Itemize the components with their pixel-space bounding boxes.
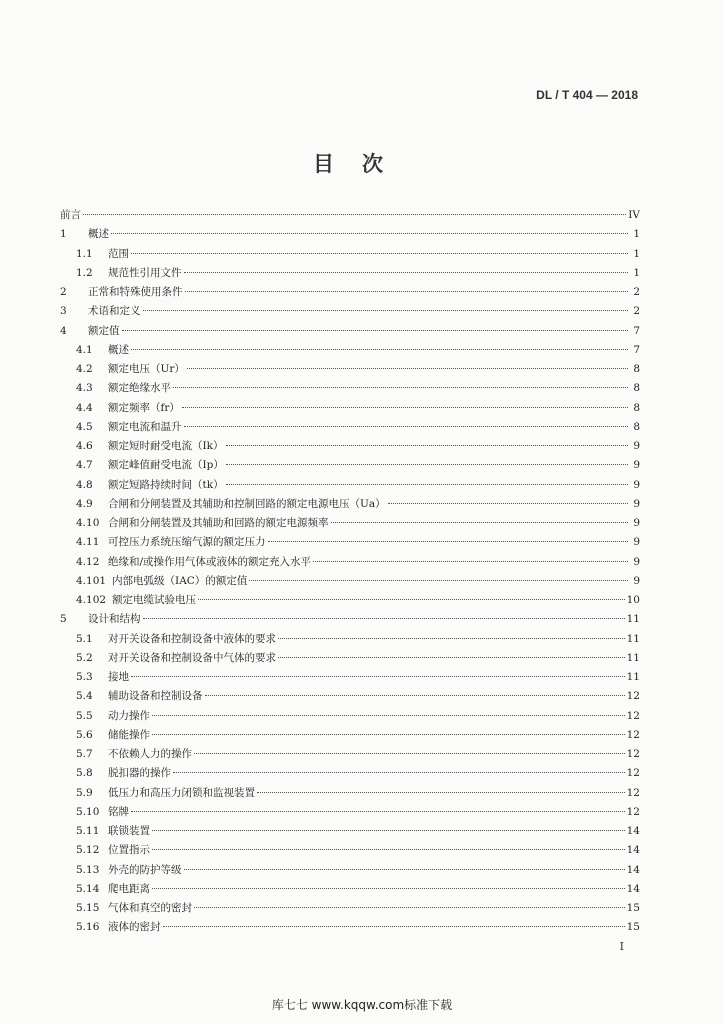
toc-leader-dots [268, 541, 629, 542]
toc-entry-page: IV [628, 209, 640, 221]
toc-entry-number: 4.9 [76, 497, 93, 510]
toc-leader-dots [163, 926, 625, 927]
toc-leader-dots [173, 387, 628, 388]
toc-entry-label: 联锁装置 [108, 825, 150, 837]
toc-entry-number: 4.6 [76, 440, 93, 452]
toc-entry[interactable] [60, 630, 640, 649]
toc-entry-page: 11 [626, 671, 640, 683]
toc-entry-number: 2 [60, 286, 67, 298]
toc-entry[interactable] [60, 649, 640, 668]
toc-leader-dots [194, 753, 625, 754]
toc-entry-number: 4.10 [76, 517, 100, 529]
toc-leader-dots [131, 811, 625, 812]
toc-entry-label: 不依赖人力的操作 [108, 748, 192, 760]
toc-leader-dots [152, 830, 625, 831]
toc-entry-number: 1.1 [76, 247, 93, 260]
toc-entry[interactable] [60, 553, 640, 572]
toc-entry[interactable] [60, 861, 640, 880]
toc-entry-number: 5.15 [76, 902, 100, 914]
toc-leader-dots [184, 869, 625, 870]
toc-leader-dots [152, 715, 625, 716]
toc-entry[interactable] [60, 707, 640, 726]
toc-entry-number: 5.1 [76, 632, 93, 645]
toc-entry-number: 5.7 [76, 748, 93, 760]
toc-entry-label: 额定短路持续时间（tk） [108, 478, 224, 491]
toc-entry[interactable] [60, 687, 640, 706]
toc-entry-number: 4.102 [76, 594, 107, 606]
toc-entry-label: 正常和特殊使用条件 [88, 286, 183, 298]
toc-entry-label: 前言 [60, 209, 81, 221]
toc-leader-dots [131, 253, 628, 254]
toc-entry-label: 接地 [108, 671, 129, 683]
toc-leader-dots [205, 695, 625, 696]
toc-entry[interactable] [60, 880, 640, 899]
toc-entry[interactable] [60, 822, 640, 841]
toc-entry-page: 9 [633, 574, 640, 587]
toc-entry-label: 外壳的防护等级 [108, 863, 182, 876]
table-of-contents [60, 206, 640, 938]
toc-entry-page: 8 [633, 382, 640, 395]
toc-entry-label: 可控压力系统压缩气源的额定压力 [108, 536, 266, 549]
toc-entry-label: 范围 [108, 247, 129, 260]
toc-entry-number: 5.4 [76, 690, 93, 703]
footer-watermark: 库七七 www.kqqw.com标准下载 [271, 998, 453, 1012]
toc-entry-page: 12 [626, 709, 640, 722]
toc-entry-label: 额定电流和温升 [108, 420, 182, 433]
toc-entry[interactable] [60, 283, 640, 302]
toc-entry-page: 12 [626, 748, 640, 760]
toc-entry-number: 5.9 [76, 786, 93, 799]
toc-entry-number: 4.101 [76, 574, 107, 587]
toc-entry[interactable] [60, 668, 640, 687]
toc-entry-label: 爬电距离 [108, 882, 150, 895]
toc-entry-page: 8 [633, 401, 640, 414]
toc-entry-number: 5.12 [76, 844, 100, 857]
toc-entry-page: 7 [633, 343, 640, 356]
toc-entry-number: 4.11 [76, 536, 100, 549]
toc-entry-page: 8 [633, 363, 640, 375]
toc-leader-dots [278, 638, 625, 639]
toc-entry-label: 额定短时耐受电流（Ik） [108, 440, 224, 452]
toc-entry-label: 额定峰值耐受电流（Ip） [108, 459, 224, 472]
toc-entry[interactable] [60, 591, 640, 610]
toc-entry-page: 15 [626, 902, 640, 914]
toc-entry-page: 9 [633, 459, 640, 472]
toc-entry[interactable] [60, 418, 640, 437]
toc-leader-dots [278, 657, 625, 658]
toc-entry-label: 额定电缆试验电压 [112, 594, 197, 606]
document-code: DL / T 404 — 2018 [536, 88, 638, 102]
toc-entry[interactable] [60, 302, 640, 321]
toc-leader-dots [257, 792, 625, 793]
toc-entry-label: 合闸和分闸装置及其辅助和回路的额定电源频率 [108, 517, 329, 529]
toc-entry-label: 铭牌 [108, 805, 129, 818]
toc-leader-dots [226, 445, 628, 446]
toc-entry-number: 4.4 [76, 401, 93, 414]
toc-entry[interactable] [60, 399, 640, 418]
toc-entry[interactable] [60, 264, 640, 283]
toc-entry-number: 4.5 [76, 420, 93, 433]
toc-entry-page: 12 [626, 690, 640, 703]
toc-entry-label: 概述 [108, 343, 129, 356]
toc-entry-page: 12 [626, 805, 640, 818]
toc-entry-page: 9 [633, 497, 640, 510]
toc-entry-number: 5.11 [76, 825, 100, 837]
toc-entry-number: 5.14 [76, 882, 100, 895]
toc-entry-page: 11 [626, 632, 640, 645]
toc-leader-dots [152, 888, 625, 889]
toc-entry-label: 合闸和分闸装置及其辅助和控制回路的额定电源电压（Ua） [108, 497, 386, 510]
toc-leader-dots [111, 233, 628, 234]
toc-entry[interactable] [60, 225, 640, 244]
toc-entry[interactable] [60, 437, 640, 456]
toc-entry-number: 4.8 [76, 478, 93, 491]
toc-leader-dots [184, 426, 629, 427]
toc-entry-page: 9 [633, 536, 640, 549]
toc-entry[interactable] [60, 206, 640, 225]
toc-entry[interactable] [60, 360, 640, 379]
toc-entry-page: 11 [626, 613, 640, 626]
toc-leader-dots [131, 349, 628, 350]
toc-entry-page: 12 [626, 767, 640, 780]
toc-entry-label: 对开关设备和控制设备中气体的要求 [108, 651, 276, 664]
toc-entry-label: 储能操作 [108, 728, 150, 741]
toc-entry-number: 4.7 [76, 459, 93, 472]
toc-entry[interactable] [60, 899, 640, 918]
toc-entry-number: 5.16 [76, 921, 100, 934]
toc-entry-page: 12 [626, 786, 640, 799]
toc-entry-number: 4.1 [76, 343, 93, 356]
toc-entry[interactable] [60, 245, 640, 264]
toc-entry-number: 5.2 [76, 651, 93, 664]
toc-entry[interactable] [60, 918, 640, 937]
toc-leader-dots [182, 407, 628, 408]
toc-entry[interactable] [60, 476, 640, 495]
toc-entry-label: 低压力和高压力闭锁和监视装置 [108, 786, 255, 799]
toc-entry-number: 3 [60, 305, 67, 318]
toc-entry-page: 14 [626, 825, 640, 837]
toc-entry-label: 位置指示 [108, 844, 150, 857]
toc-entry-number: 5 [60, 613, 67, 626]
toc-entry-page: 1 [633, 266, 640, 279]
toc-entry[interactable] [60, 803, 640, 822]
toc-entry[interactable] [60, 495, 640, 514]
toc-leader-dots [122, 330, 629, 331]
toc-entry-label: 动力操作 [108, 709, 150, 722]
toc-entry-page: 1 [633, 247, 640, 260]
toc-entry-number: 5.3 [76, 671, 93, 683]
toc-entry-label: 设计和结构 [88, 613, 141, 626]
toc-entry-page: 2 [633, 305, 640, 318]
toc-entry-number: 4.3 [76, 382, 93, 395]
toc-entry-page: 8 [633, 420, 640, 433]
toc-entry-page: 12 [626, 728, 640, 741]
toc-title: 目次 [313, 151, 411, 176]
toc-leader-dots [152, 849, 625, 850]
toc-entry[interactable] [60, 764, 640, 783]
toc-entry[interactable] [60, 514, 640, 533]
toc-entry-page: 9 [633, 440, 640, 452]
toc-entry[interactable] [60, 610, 640, 629]
toc-entry-label: 内部电弧级（IAC）的额定值 [112, 574, 248, 587]
toc-entry-number: 5.6 [76, 728, 93, 741]
toc-leader-dots [143, 618, 625, 619]
toc-entry[interactable] [60, 745, 640, 764]
toc-leader-dots [226, 484, 628, 485]
toc-entry-number: 5.10 [76, 805, 100, 818]
toc-leader-dots [143, 310, 629, 311]
toc-entry[interactable] [60, 533, 640, 552]
toc-entry[interactable] [60, 379, 640, 398]
toc-leader-dots [152, 734, 625, 735]
toc-entry-page: 2 [633, 286, 640, 298]
toc-entry-number: 4.12 [76, 555, 100, 568]
toc-entry-number: 1.2 [76, 266, 93, 279]
toc-entry-page: 10 [626, 594, 640, 606]
toc-entry[interactable] [60, 784, 640, 803]
toc-leader-dots [226, 464, 628, 465]
toc-entry[interactable] [60, 456, 640, 475]
toc-entry-label: 对开关设备和控制设备中液体的要求 [108, 632, 276, 645]
toc-entry-number: 5.8 [76, 767, 93, 780]
toc-entry-page: 11 [626, 651, 640, 664]
toc-entry-label: 辅助设备和控制设备 [108, 690, 203, 703]
toc-leader-dots [198, 599, 625, 600]
toc-entry-label: 额定频率（fr） [108, 401, 180, 414]
toc-entry-page: 14 [626, 863, 640, 876]
toc-entry-label: 概述 [88, 228, 109, 241]
toc-entry-label: 额定电压（Ur） [108, 363, 185, 375]
toc-entry-label: 液体的密封 [108, 921, 161, 934]
toc-entry-number: 1 [60, 228, 67, 241]
toc-entry-label: 绝缘和/或操作用气体或液体的额定充入水平 [108, 555, 312, 568]
toc-entry-number: 5.13 [76, 863, 100, 876]
toc-entry[interactable] [60, 322, 640, 341]
toc-entry-page: 14 [626, 882, 640, 895]
toc-leader-dots [131, 676, 625, 677]
toc-entry-label: 脱扣器的操作 [108, 767, 171, 780]
toc-leader-dots [331, 522, 629, 523]
page-number: I [619, 940, 624, 953]
toc-leader-dots [185, 291, 629, 292]
toc-leader-dots [194, 907, 625, 908]
toc-entry[interactable] [60, 726, 640, 745]
toc-entry-page: 9 [633, 517, 640, 529]
toc-entry[interactable] [60, 572, 640, 591]
toc-entry-label: 额定绝缘水平 [108, 382, 171, 395]
toc-entry-page: 14 [626, 844, 640, 857]
toc-entry-page: 9 [633, 555, 640, 568]
toc-entry-number: 4 [60, 324, 67, 337]
toc-entry-label: 术语和定义 [88, 305, 141, 318]
toc-leader-dots [388, 503, 628, 504]
toc-leader-dots [184, 272, 629, 273]
toc-entry-page: 1 [633, 228, 640, 241]
toc-entry-page: 9 [633, 478, 640, 491]
toc-leader-dots [83, 214, 626, 215]
toc-entry[interactable] [60, 841, 640, 860]
toc-leader-dots [173, 772, 625, 773]
toc-entry-number: 4.2 [76, 363, 93, 375]
toc-leader-dots [187, 368, 628, 369]
toc-leader-dots [249, 580, 628, 581]
toc-entry-page: 15 [626, 921, 640, 934]
toc-entry-page: 7 [633, 324, 640, 337]
toc-entry[interactable] [60, 341, 640, 360]
toc-leader-dots [313, 561, 628, 562]
toc-entry-label: 气体和真空的密封 [108, 902, 192, 914]
toc-entry-label: 规范性引用文件 [108, 266, 182, 279]
toc-entry-label: 额定值 [88, 324, 120, 337]
toc-entry-number: 5.5 [76, 709, 93, 722]
